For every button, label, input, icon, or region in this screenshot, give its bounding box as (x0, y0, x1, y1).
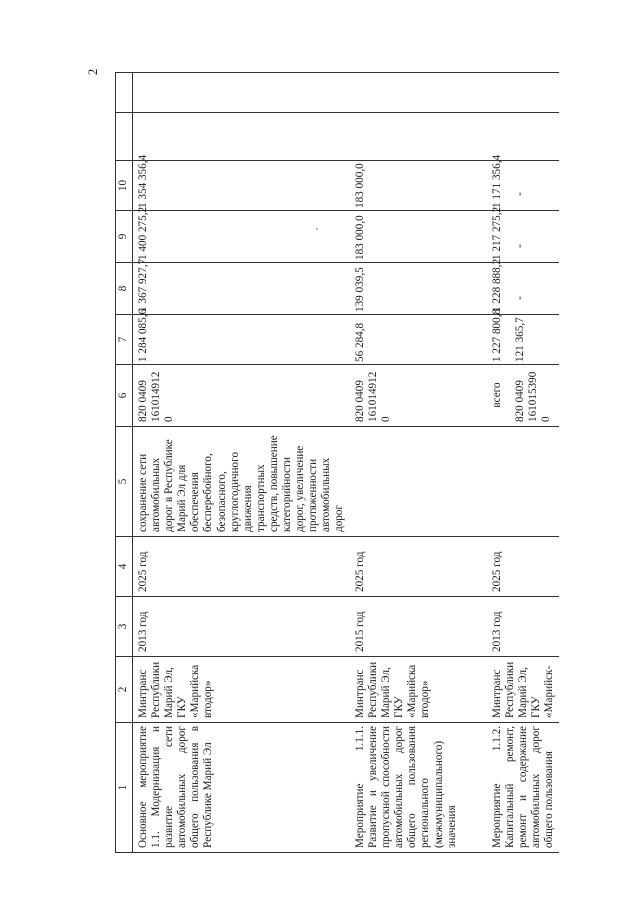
col-header-8: 8 (116, 263, 133, 315)
start-year-cell: 2013 год (487, 597, 559, 657)
empty-cell (487, 113, 559, 161)
value-col9-cell (487, 206, 559, 263)
budget-code-cell (133, 365, 351, 427)
value-col7-cell: 56 284,8 (350, 315, 487, 365)
rotated-table-container (115, 73, 556, 853)
col-header-10: 10 (116, 161, 133, 211)
program-measures-table (115, 72, 559, 853)
executor-cell: Минтранс Республики Марий Эл, ГКУ «Марийскавтодор» (350, 657, 487, 723)
expected-result-cell (350, 427, 487, 537)
start-year-cell: 2015 год (350, 597, 487, 657)
table-row (133, 73, 351, 853)
col-header-blank-b (116, 73, 133, 113)
budget-code-a: 820 0409 (514, 380, 527, 422)
measure-name-cell: Основное мероприятие 1.1. Модернизация и развитие сети автомобильных дорог общего пользования в Республике Марий Эл (133, 723, 351, 853)
value-col7-sub: 121 365,7 (514, 317, 527, 362)
value-col8-cell: 139 039,5 (350, 263, 487, 315)
col-header-4: 4 (116, 537, 133, 597)
value-col10-cell: 1 354 356,4 (133, 161, 351, 211)
value-col8-total: 1 228 888,2 (491, 258, 503, 312)
col-header-blank-a (116, 113, 133, 161)
executor-cell: Минтранс Республики Марий Эл, ГКУ «Марийск- (487, 657, 559, 723)
budget-code-b: 1610149120 (150, 371, 176, 422)
value-col8-cell (487, 258, 559, 315)
empty-cell (133, 113, 351, 161)
col-header-3: 3 (116, 597, 133, 657)
expected-result-cell: сохранение сети автомобильных дорог в Республике Марий Эл для обеспечения бесперебойного, безопасного, круглогодичного движения транспортных средств, повышение категорийности дорог, увеличение протяженности автомобильных дорог (133, 427, 351, 537)
column-number-row (116, 73, 133, 853)
start-year-cell: 2013 год (133, 597, 351, 657)
end-year-cell: 2025 год (487, 537, 559, 597)
empty-cell (133, 73, 351, 113)
empty-cell (350, 73, 487, 113)
measure-name-cell: Мероприятие 1.1.1. Развитие и увеличение пропускной способности автомобильных дорог общего пользования регионального (межмуниципального) значения (350, 723, 487, 853)
value-col8-cell: 1 367 927,7 (133, 263, 351, 315)
executor-cell: Минтранс Республики Марий Эл, ГКУ «Марийскавтодор» (133, 657, 351, 723)
budget-code-b: 1610149120 (367, 371, 393, 422)
col-header-6: 6 (116, 365, 133, 427)
value-col7-total: 1 227 800,8 (491, 308, 503, 362)
value-col10-cell: 183 000,0 (350, 161, 487, 211)
table-row (487, 73, 559, 853)
col-header-7: 7 (116, 315, 133, 365)
end-year-cell: 2025 год (350, 537, 487, 597)
value-col9-cell: 183 000,0 (350, 211, 487, 263)
page-number: 2 (85, 68, 100, 76)
col-header-5: 5 (116, 427, 133, 537)
budget-code-a: 820 0409 (137, 380, 149, 422)
empty-cell (487, 73, 559, 113)
budget-code-a: 820 0409 (354, 380, 366, 422)
value-col10-sub: - (514, 192, 527, 196)
value-col7-cell: 1 284 085,6 (133, 315, 351, 365)
measure-name-cell: Мероприятие 1.1.2. Капитальный ремонт, ремонт и содержание автомобильных дорог общего пользования (487, 723, 559, 853)
value-col7-cell (487, 308, 559, 365)
budget-code-total: всего (491, 382, 503, 408)
value-col9-sub: - (514, 244, 527, 248)
budget-code-cell (487, 365, 559, 427)
col-header-2: 2 (116, 657, 133, 723)
value-col9-total: 1 217 275,2 (491, 206, 503, 260)
col-header-1: 1 (116, 723, 133, 853)
table-row (350, 73, 487, 853)
expected-result-cell (487, 427, 559, 537)
budget-code-b: 1610153900 (527, 371, 553, 422)
col-header-9: 9 (116, 211, 133, 263)
value-col10-total: 1 171 356,4 (491, 154, 503, 208)
end-year-cell: 2025 год (133, 537, 351, 597)
budget-code-cell (350, 365, 487, 427)
value-col8-sub: - (514, 296, 527, 300)
value-col10-cell (487, 154, 559, 211)
empty-cell (350, 113, 487, 161)
value-col9-cell: 1 400 275,2 (133, 211, 351, 263)
